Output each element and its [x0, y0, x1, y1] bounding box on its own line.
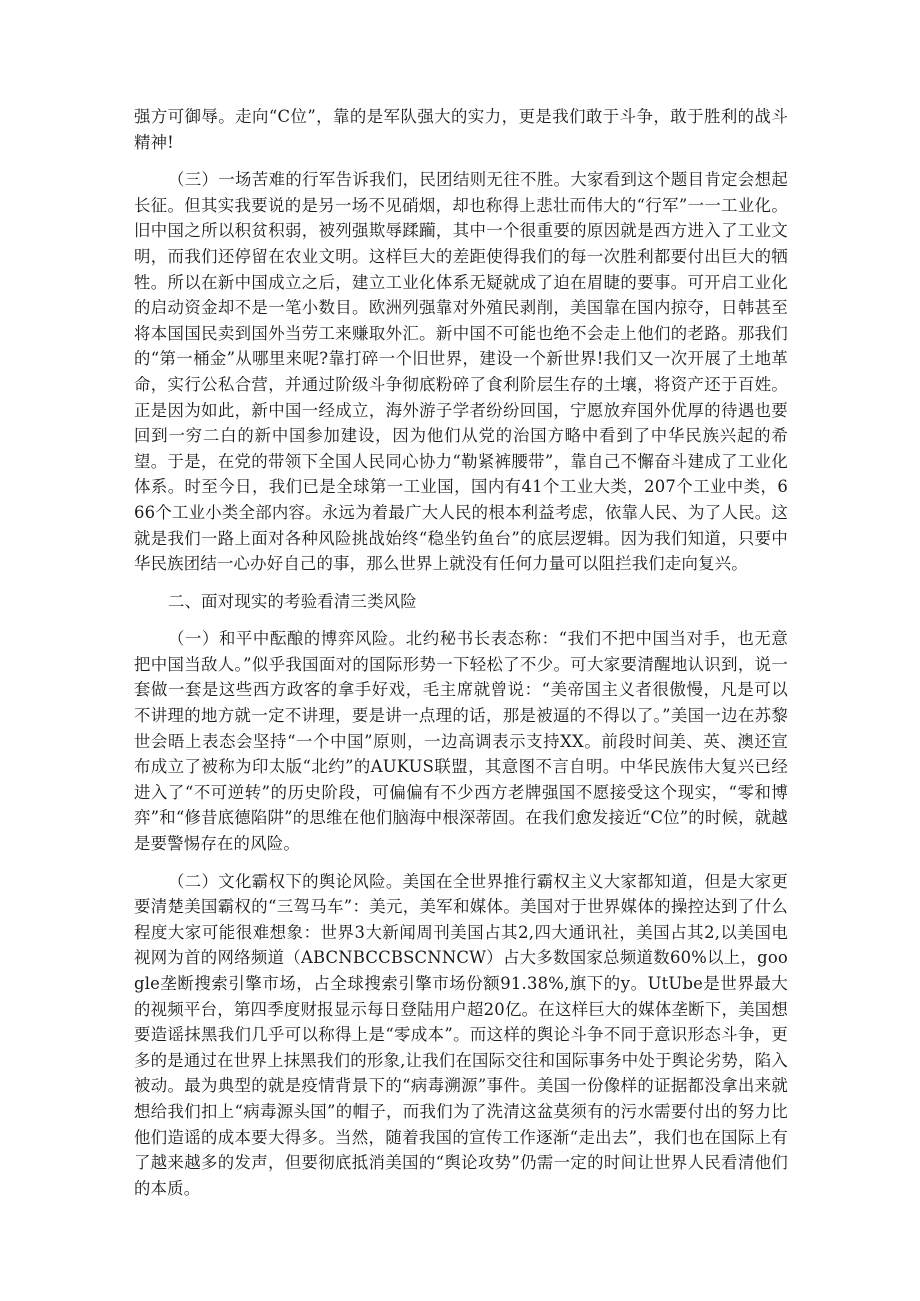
paragraph-intro-tail: 强方可御辱。走向“C位”，靠的是军队强大的实力，更是我们敢于斗争，敢于胜利的战斗精神!: [134, 107, 788, 152]
paragraph-section-2-2: （二）文化霸权下的舆论风险。美国在全世界推行霸权主义大家都知道，但是大家更要清楚美国霸权的“三驾马车”：美元，美军和媒体。美国对于世界媒体的操控达到了什么程度大家可能很难想象：世界3大新闻周刊美国占其2,四大通讯社，美国占其2,以美国电视网为首的网络频道（ABCNBCCBSCNNCW）占大多数国家总频道数60%以上，google垄断搜索引擎市场，占全球搜索引擎市场份额91.38%,旗下的y。UtUbe是世界最大的视频平台，第四季度财报显示每日登陆用户超20亿。在这样巨大的媒体垄断下，美国想要造谣抹黑我们几乎可以称得上是“零成本”。而这样的舆论斗争不同于意识形态斗争，更多的是通过在世界上抹黑我们的形象,让我们在国际交往和国际事务中处于舆论劣势，陷入被动。最为典型的就是疫情背景下的“病毒溯源”事件。美国一份像样的证据都没拿出来就想给我们扣上“病毒源头国”的帽子，而我们为了洗清这盆莫须有的污水需要付出的努力比他们造谣的成本要大得多。当然，随着我国的宣传工作逐渐“走出去”，我们也在国际上有了越来越多的发声，但要彻底抵消美国的“舆论攻势”仍需一定的时间让世界人民看清他们的本质。: [134, 871, 788, 1198]
paragraph-section-1-3: （三）一场苦难的行军告诉我们，民团结则无往不胜。大家看到这个题目肯定会想起长征。但其实我要说的是另一场不见硝烟，却也称得上悲壮而伟大的“行军”一一工业化。旧中国之所以积贫积弱，被列强欺辱蹂躏，其中一个很重要的原因就是西方进入了工业文明，而我们还停留在农业文明。这样巨大的差距使得我们的每一次胜利都要付出巨大的牺牲。所以在新中国成立之后，建立工业化体系无疑就成了迫在眉睫的要事。可开启工业化的启动资金却不是一笔小数目。欧洲列强靠对外殖民剥削，美国靠在国内掠夺，日韩甚至将本国国民卖到国外当劳工来赚取外汇。新中国不可能也绝不会走上他们的老路。那我们的“第一桶金”从哪里来呢?靠打碎一个旧世界，建设一个新世界!我们又一次开展了土地革命，实行公私合营，并通过阶级斗争彻底粉碎了食利阶层生存的土壤，将资产还于百姓。正是因为如此，新中国一经成立，海外游子学者纷纷回国，宁愿放弃国外优厚的待遇也要回到一穷二白的新中国参加建设，因为他们从党的治国方略中看到了中华民族兴起的希望。于是，在党的带领下全国人民同心协力“勒紧裤腰带”，靠自己不懈奋斗建成了工业化体系。时至今日，我们已是全球第一工业国，国内有41个工业大类，207个工业中类，666个工业小类全部内容。永远为着最广大人民的根本利益考虑，依靠人民、为了人民。这就是我们一路上面对各种风险挑战始终“稳坐钓鱼台”的底层逻辑。因为我们知道，只要中华民族团结一心办好自己的事，那么世界上就没有任何力量可以阻拦我们走向复兴。: [134, 170, 788, 574]
section-heading-2: 二、面对现实的考验看清三类风险: [168, 591, 417, 611]
document-page: [134, 104, 788, 1213]
paragraph-section-2-1: （一）和平中酝酿的博弈风险。北约秘书长表态称：“我们不把中国当对手，也无意把中国当敌人。”似乎我国面对的国际形势一下轻松了不少。可大家要清醒地认识到，说一套做一套是这些西方政客的拿手好戏，毛主席就曾说：“美帝国主义者很傲慢，凡是可以不讲理的地方就一定不讲理，要是讲一点理的话，那是被逼的不得以了。”美国一边在苏黎世会晤上表态会坚持“一个中国”原则，一边高调表示支持XX。前段时间美、英、澳还宣布成立了被称为印太版“北约”的AUKUS联盟，其意图不言自明。中华民族伟大复兴已经进入了“不可逆转”的历史阶段，可偏偏有不少西方老牌强国不愿接受这个现实，“零和博弈”和“修昔底德陷阱”的思维在他们脑海中根深蒂固。在我们愈发接近“C位”的时候，就越是要警惕存在的风险。: [134, 629, 788, 854]
